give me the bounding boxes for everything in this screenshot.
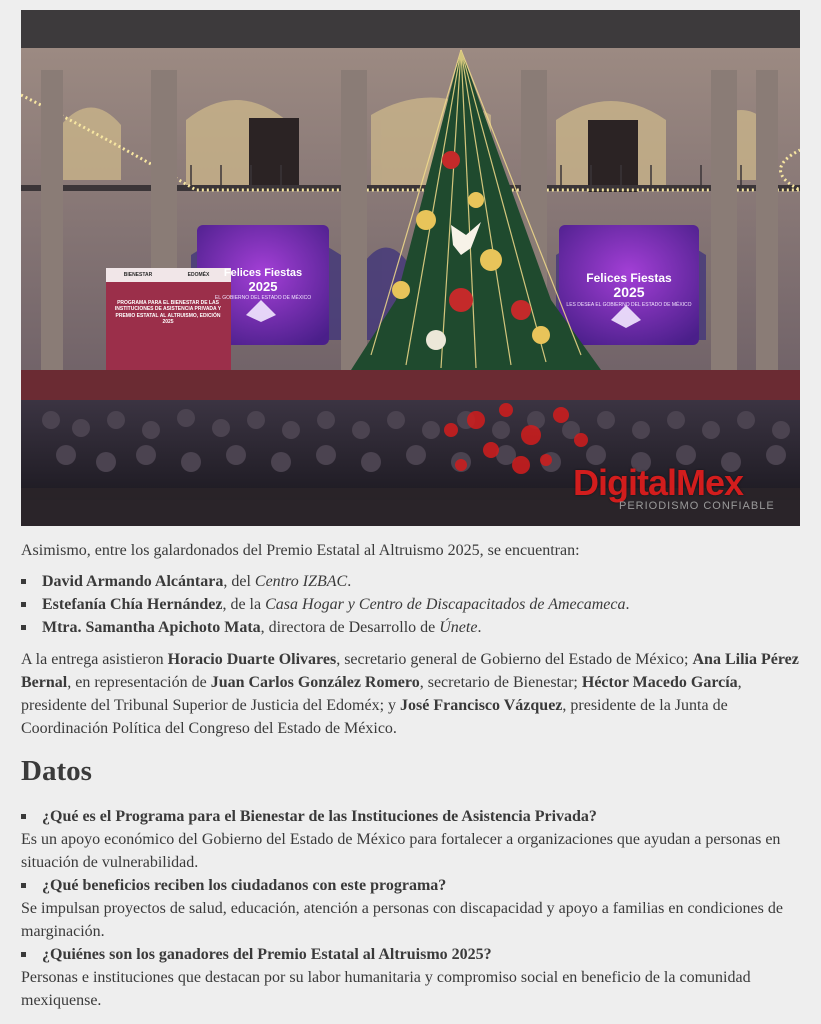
winner-connector: , directora de Desarrollo de (260, 619, 440, 636)
winner-name: Mtra. Samantha Apichoto Mata (42, 619, 261, 636)
winner-connector: , de la (222, 596, 266, 613)
attendee-name: Ana Lilia Pérez Bernal (21, 651, 799, 691)
stage-banner-text: PROGRAMA PARA EL BIENESTAR DE LAS INSTITUCIONES DE ASISTENCIA PRIVADA Y PREMIO ESTATAL AL ALTRUISMO, EDICIÓN 2025 (114, 300, 222, 325)
faq-question-text: ¿Qué es el Programa para el Bienestar de las Instituciones de Asistencia Privada? (42, 808, 597, 825)
winner-name: David Armando Alcántara (42, 573, 224, 590)
bullet-icon (21, 625, 26, 630)
list-item (21, 570, 801, 593)
faq-question-text: ¿Qué beneficios reciben los ciudadanos con este programa? (42, 877, 447, 894)
banner-logo-bienestar: BIENESTAR (123, 272, 153, 278)
attendees-text: , secretario de Bienestar; (419, 674, 582, 691)
faq-question-text: ¿Quiénes son los ganadores del Premio Estatal al Altruismo 2025? (42, 946, 492, 963)
sign-left-subtitle: EL GOBIERNO DEL ESTADO DE MÉXICO (214, 295, 312, 301)
intro-paragraph: Asimismo, entre los galardonados del Premio Estatal al Altruismo 2025, se encuentran: (21, 542, 580, 559)
attendees-text: A la entrega asistieron (21, 651, 168, 668)
faq-answer: Es un apoyo económico del Gobierno del Estado de México para fortalecer a organizaciones que ayudan a personas en situación de vulnerabilidad. (21, 831, 781, 871)
banner-logo-edomex: EDOMÉX (187, 272, 210, 278)
sign-right-year: 2025 (613, 284, 645, 300)
winner-end: . (477, 619, 482, 636)
attendee-name: José Francisco Vázquez (400, 697, 563, 714)
bullet-icon (21, 579, 26, 584)
faq-question (21, 874, 801, 897)
faq-answer: Se impulsan proyectos de salud, educación, atención a personas con discapacidad y apoyo a familias en condiciones de marginación. (21, 900, 783, 940)
attendee-name: Juan Carlos González Romero (210, 674, 420, 691)
bullet-icon (21, 952, 26, 957)
sign-left-title: Felices Fiestas (223, 267, 303, 279)
article-photo (21, 10, 800, 526)
winner-connector: , del (223, 573, 255, 590)
winner-organization: Casa Hogar y Centro de Discapacitados de Amecameca (265, 596, 626, 613)
attendees-text: , en representación de (67, 674, 211, 691)
bullet-icon (21, 883, 26, 888)
attendee-name: Horacio Duarte Olivares (167, 651, 337, 668)
watermark-tagline: PERIODISMO CONFIABLE (619, 500, 775, 512)
sign-right-title: Felices Fiestas (586, 271, 672, 285)
attendees-text: , secretario general de Gobierno del Estado de México; (336, 651, 693, 668)
faq-question (21, 805, 801, 828)
winner-organization: Únete (439, 619, 478, 636)
sign-left-year: 2025 (248, 279, 278, 294)
article-content (21, 10, 801, 1012)
bullet-icon (21, 814, 26, 819)
faq-list (21, 805, 801, 1012)
attendees-text: , presidente del Tribunal Superior de Justicia del Edoméx; y (21, 674, 742, 714)
faq-question (21, 943, 801, 966)
attendees-text: , presidente de la Junta de Coordinación Política del Congreso del Estado de México. (21, 697, 728, 737)
bullet-icon (21, 602, 26, 607)
list-item (21, 616, 801, 639)
sign-right-subtitle: LES DESEA EL GOBIERNO DEL ESTADO DE MÉXICO (566, 302, 692, 308)
list-item (21, 593, 801, 616)
attendees-paragraph (21, 648, 801, 740)
winner-organization: Centro IZBAC (254, 573, 348, 590)
attendee-name: Héctor Macedo García (581, 674, 738, 691)
faq-answer: Personas e instituciones que destacan por su labor humanitaria y compromiso social en beneficio de la comunidad mexiquense. (21, 969, 751, 1009)
watermark-brand: DigitalMex (573, 462, 744, 503)
winner-name: Estefanía Chía Hernández (42, 596, 223, 613)
datos-heading: Datos (21, 755, 92, 787)
winner-end: . (347, 573, 352, 590)
winner-end: . (625, 596, 630, 613)
ceremony-photo-illustration (21, 10, 800, 526)
winners-list (21, 570, 801, 639)
